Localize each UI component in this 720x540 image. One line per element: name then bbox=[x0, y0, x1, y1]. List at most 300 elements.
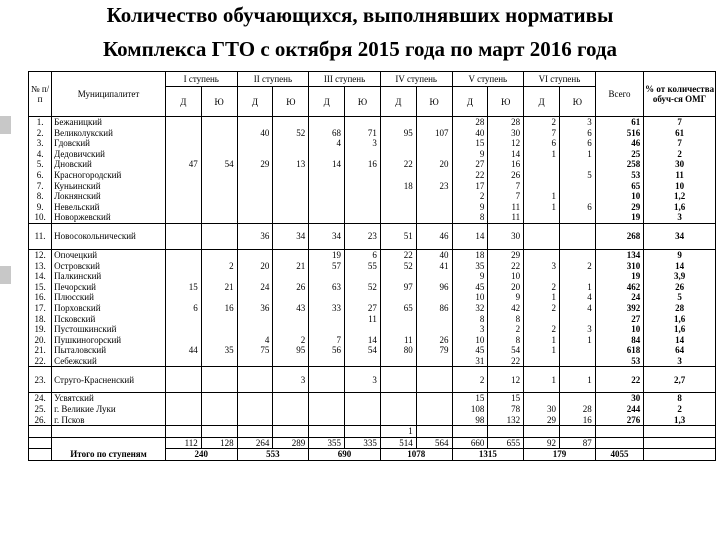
total-cell: 660 bbox=[452, 437, 488, 449]
stage-sum: 1078 bbox=[380, 449, 452, 461]
value-cell: 1 bbox=[587, 281, 592, 292]
value-cell: 1 bbox=[551, 191, 556, 202]
municipality-name: Печорский bbox=[54, 281, 96, 292]
value-column bbox=[165, 117, 201, 224]
municipality-name: Палкинский bbox=[54, 271, 102, 282]
value-cell bbox=[524, 250, 556, 261]
value-cell bbox=[381, 149, 413, 160]
value-column bbox=[416, 117, 452, 224]
value-cell bbox=[273, 271, 305, 282]
value-cell: 46 bbox=[416, 223, 452, 249]
value-cell bbox=[166, 261, 198, 272]
value-cell: 40 bbox=[475, 127, 485, 138]
value-cell: 13 bbox=[296, 159, 306, 170]
value-cell: 33 bbox=[332, 302, 342, 313]
value-cell: 20 bbox=[439, 159, 449, 170]
header-stage: II ступень bbox=[237, 72, 309, 87]
value-cell: 392 bbox=[626, 302, 641, 313]
row-numbers bbox=[29, 117, 52, 224]
header-total: Всего bbox=[595, 72, 643, 117]
value-cell: 97 bbox=[403, 281, 413, 292]
value-cell: 134 bbox=[626, 249, 641, 260]
value-cell bbox=[381, 415, 413, 426]
value-cell: 27 bbox=[631, 313, 641, 324]
value-cell bbox=[595, 437, 643, 449]
value-cell: 30 bbox=[631, 393, 641, 404]
value-cell: 26 bbox=[675, 281, 685, 292]
value-cell bbox=[381, 393, 413, 404]
value-cell: 1,6 bbox=[673, 324, 686, 335]
value-cell bbox=[165, 367, 201, 393]
municipality-name: Бежаницкий bbox=[54, 117, 103, 127]
value-column bbox=[488, 249, 524, 367]
value-cell bbox=[202, 138, 234, 149]
value-cell: 22 bbox=[595, 367, 643, 393]
value-column bbox=[201, 393, 237, 426]
row-number: 25. bbox=[34, 404, 46, 415]
value-cell: 22 bbox=[475, 169, 485, 180]
row-number: 16. bbox=[34, 292, 46, 303]
total-cell: 514 bbox=[380, 437, 416, 449]
value-cell: 11 bbox=[404, 334, 413, 345]
value-cell bbox=[560, 345, 592, 356]
value-cell bbox=[202, 149, 234, 160]
value-cell bbox=[309, 181, 341, 192]
value-cell bbox=[381, 292, 413, 303]
value-cell bbox=[273, 149, 305, 160]
municipality-name: Дедовичский bbox=[54, 148, 105, 159]
value-cell: 64 bbox=[675, 345, 685, 356]
value-cell: 27 bbox=[475, 159, 485, 170]
value-cell bbox=[166, 250, 198, 261]
value-cell: 56 bbox=[332, 345, 342, 356]
value-cell bbox=[560, 250, 592, 261]
value-cell: 35 bbox=[475, 260, 485, 271]
value-cell bbox=[345, 404, 377, 415]
header-stage: IV ступень bbox=[380, 72, 452, 87]
value-cell bbox=[166, 404, 198, 415]
value-cell: 10 bbox=[631, 191, 641, 202]
value-cell: 22 bbox=[403, 249, 413, 260]
value-cell bbox=[417, 170, 449, 181]
value-cell: 7 bbox=[336, 334, 342, 345]
value-cell: 80 bbox=[403, 345, 413, 356]
value-column bbox=[644, 393, 716, 426]
value-cell: 1 bbox=[551, 201, 556, 212]
value-column bbox=[380, 393, 416, 426]
value-cell: 3 bbox=[551, 260, 556, 271]
header-stage: I ступень bbox=[165, 72, 237, 87]
value-cell bbox=[238, 202, 270, 213]
grand-total: 4055 bbox=[595, 449, 643, 461]
value-cell bbox=[201, 223, 237, 249]
row-number bbox=[29, 426, 52, 438]
value-column bbox=[273, 249, 309, 367]
value-cell bbox=[202, 128, 234, 139]
value-cell bbox=[381, 170, 413, 181]
value-cell: 7 bbox=[677, 117, 682, 127]
value-column bbox=[595, 393, 643, 426]
value-column bbox=[488, 117, 524, 224]
value-cell bbox=[238, 393, 270, 404]
value-cell: 35 bbox=[224, 345, 234, 356]
value-cell: 6 bbox=[551, 138, 556, 149]
value-cell: 258 bbox=[626, 159, 641, 170]
value-cell: 19 bbox=[631, 212, 641, 223]
value-cell bbox=[238, 314, 270, 325]
value-cell bbox=[345, 181, 377, 192]
value-cell: 11 bbox=[511, 201, 521, 212]
header-d: Д bbox=[309, 87, 345, 117]
value-cell: 14 bbox=[367, 334, 377, 345]
value-cell: 28 bbox=[675, 302, 685, 313]
value-cell: 3 bbox=[587, 324, 592, 335]
value-cell: 28 bbox=[511, 117, 521, 127]
value-cell bbox=[201, 367, 237, 393]
value-column bbox=[559, 249, 595, 367]
value-cell bbox=[524, 212, 556, 223]
value-cell bbox=[560, 356, 592, 367]
header-d: Д bbox=[165, 87, 201, 117]
value-cell bbox=[644, 437, 716, 449]
value-cell: 34 bbox=[309, 223, 345, 249]
value-cell: 54 bbox=[367, 345, 377, 356]
value-cell: 2 bbox=[229, 260, 234, 271]
value-cell bbox=[273, 426, 309, 438]
value-cell: 30 bbox=[488, 223, 524, 249]
value-cell bbox=[381, 117, 413, 128]
value-cell bbox=[345, 170, 377, 181]
value-cell: 22 bbox=[403, 159, 413, 170]
value-cell bbox=[238, 170, 270, 181]
header-yu: Ю bbox=[201, 87, 237, 117]
total-cell: 128 bbox=[201, 437, 237, 449]
value-cell bbox=[166, 191, 198, 202]
value-cell bbox=[309, 415, 341, 426]
value-cell bbox=[273, 250, 305, 261]
value-cell bbox=[166, 149, 198, 160]
value-cell bbox=[238, 181, 270, 192]
value-cell bbox=[166, 170, 198, 181]
value-cell bbox=[202, 415, 234, 426]
row-number: 22. bbox=[34, 355, 46, 366]
value-cell bbox=[238, 149, 270, 160]
value-cell: 132 bbox=[506, 414, 521, 425]
row-number: 10. bbox=[34, 212, 46, 223]
value-cell bbox=[166, 415, 198, 426]
value-cell: 24 bbox=[260, 281, 270, 292]
value-cell: 3 bbox=[677, 355, 682, 366]
value-column bbox=[201, 117, 237, 224]
value-cell: 95 bbox=[403, 127, 413, 138]
row-number: 5. bbox=[36, 159, 44, 170]
value-column bbox=[165, 249, 201, 367]
value-cell: 6 bbox=[372, 249, 377, 260]
value-cell: 10 bbox=[475, 292, 485, 303]
value-cell: 30 bbox=[546, 404, 556, 415]
value-cell: 34 bbox=[644, 223, 716, 249]
header-yu: Ю bbox=[416, 87, 452, 117]
municipality-names bbox=[52, 117, 166, 224]
value-cell: 15 bbox=[511, 393, 521, 404]
value-cell: 61 bbox=[675, 127, 685, 138]
value-cell: 52 bbox=[367, 281, 377, 292]
value-cell bbox=[166, 202, 198, 213]
row-number: 20. bbox=[34, 334, 46, 345]
value-cell: 9 bbox=[677, 249, 682, 260]
header-stage: VI ступень bbox=[524, 72, 596, 87]
value-cell: 2 bbox=[551, 281, 556, 292]
value-cell bbox=[524, 393, 556, 404]
row-number: 7. bbox=[36, 180, 44, 191]
value-cell: 2 bbox=[551, 302, 556, 313]
municipality-name: Опочецкий bbox=[54, 249, 98, 260]
value-column bbox=[309, 393, 345, 426]
value-cell: 22 bbox=[511, 260, 521, 271]
row-numbers bbox=[29, 393, 52, 426]
value-cell bbox=[273, 404, 305, 415]
value-cell bbox=[238, 117, 270, 128]
value-cell: 84 bbox=[631, 334, 641, 345]
value-cell bbox=[524, 159, 556, 170]
value-cell: 40 bbox=[439, 249, 449, 260]
value-cell bbox=[166, 314, 198, 325]
value-cell: 16 bbox=[367, 159, 377, 170]
value-cell bbox=[273, 393, 305, 404]
value-cell: 3 bbox=[479, 324, 485, 335]
value-cell bbox=[309, 170, 341, 181]
value-cell: 30 bbox=[675, 159, 685, 170]
value-cell bbox=[381, 356, 413, 367]
value-cell: 1 bbox=[551, 345, 556, 356]
municipality-name: Новосокольнический bbox=[52, 223, 166, 249]
value-cell bbox=[345, 324, 377, 335]
value-cell: 29 bbox=[546, 414, 556, 425]
value-cell bbox=[202, 404, 234, 415]
value-cell: 1,6 bbox=[673, 201, 686, 212]
value-column bbox=[201, 249, 237, 367]
value-cell: 7 bbox=[515, 191, 521, 202]
row-number bbox=[29, 437, 52, 449]
value-column bbox=[309, 249, 345, 367]
value-cell: 8 bbox=[515, 334, 521, 345]
value-cell: 17 bbox=[475, 180, 485, 191]
value-column bbox=[644, 117, 716, 224]
municipality-name: г. Псков bbox=[54, 414, 85, 425]
header-yu: Ю bbox=[345, 87, 381, 117]
value-cell: 29 bbox=[511, 249, 521, 260]
value-cell bbox=[417, 117, 449, 128]
total-cell: 355 bbox=[309, 437, 345, 449]
municipality-name: Островский bbox=[54, 260, 100, 271]
value-cell: 16 bbox=[224, 302, 234, 313]
header-stage: V ступень bbox=[452, 72, 524, 87]
value-cell bbox=[238, 356, 270, 367]
municipality-name: Пыталовский bbox=[54, 345, 107, 356]
value-cell: 2 bbox=[677, 404, 682, 415]
row-number: 26. bbox=[34, 414, 46, 425]
value-cell bbox=[202, 117, 234, 128]
value-cell bbox=[345, 191, 377, 202]
value-cell bbox=[309, 426, 345, 438]
header-d: Д bbox=[237, 87, 273, 117]
value-cell bbox=[309, 271, 341, 282]
value-cell bbox=[524, 314, 556, 325]
value-cell bbox=[644, 449, 716, 461]
value-cell: 2 bbox=[300, 334, 306, 345]
value-column bbox=[488, 393, 524, 426]
value-cell: 1,2 bbox=[673, 191, 686, 202]
value-cell: 14 bbox=[511, 148, 521, 159]
row-number: 3. bbox=[36, 138, 44, 149]
value-cell: 108 bbox=[470, 404, 485, 415]
value-cell: 21 bbox=[296, 260, 306, 271]
value-cell bbox=[345, 292, 377, 303]
value-cell: 4 bbox=[587, 292, 592, 303]
value-cell bbox=[273, 415, 305, 426]
municipality-name: Гдовский bbox=[54, 138, 90, 149]
value-cell: 7 bbox=[677, 138, 682, 149]
value-cell bbox=[417, 324, 449, 335]
value-cell bbox=[166, 181, 198, 192]
value-cell: 1 bbox=[551, 148, 556, 159]
value-column bbox=[380, 117, 416, 224]
value-cell: 10 bbox=[475, 334, 485, 345]
value-cell: 8 bbox=[677, 393, 682, 404]
value-cell bbox=[166, 335, 198, 346]
value-cell bbox=[417, 292, 449, 303]
value-cell: 107 bbox=[435, 127, 449, 138]
value-column bbox=[273, 393, 309, 426]
value-cell: 9 bbox=[479, 201, 485, 212]
municipality-name: Себежский bbox=[54, 355, 97, 366]
value-cell bbox=[309, 149, 341, 160]
value-cell bbox=[273, 191, 305, 202]
value-cell bbox=[166, 271, 198, 282]
value-cell: 20 bbox=[511, 281, 521, 292]
value-cell: 462 bbox=[626, 281, 641, 292]
value-cell bbox=[309, 212, 341, 223]
value-cell: 26 bbox=[511, 169, 521, 180]
value-cell: 57 bbox=[332, 260, 342, 271]
total-cell: 112 bbox=[165, 437, 201, 449]
value-cell bbox=[273, 117, 305, 128]
row-number: 11. bbox=[29, 223, 52, 249]
header-yu: Ю bbox=[488, 87, 524, 117]
value-cell: 2 bbox=[587, 260, 592, 271]
value-column bbox=[452, 249, 488, 367]
value-cell: 86 bbox=[439, 302, 449, 313]
value-cell bbox=[417, 404, 449, 415]
value-cell bbox=[345, 202, 377, 213]
value-cell bbox=[273, 324, 305, 335]
value-cell bbox=[417, 314, 449, 325]
value-cell: 53 bbox=[631, 169, 641, 180]
header-d: Д bbox=[524, 87, 560, 117]
value-column bbox=[345, 249, 381, 367]
value-cell: 5 bbox=[677, 292, 682, 303]
value-cell: 8 bbox=[515, 313, 521, 324]
value-cell bbox=[309, 202, 341, 213]
value-cell: 1 bbox=[587, 148, 592, 159]
value-cell: 32 bbox=[475, 302, 485, 313]
value-cell bbox=[273, 314, 305, 325]
value-cell bbox=[381, 404, 413, 415]
municipality-name: Псковский bbox=[54, 313, 96, 324]
value-cell: 55 bbox=[367, 260, 377, 271]
value-cell bbox=[345, 212, 377, 223]
value-cell bbox=[417, 393, 449, 404]
value-cell bbox=[202, 212, 234, 223]
value-cell: 20 bbox=[260, 260, 270, 271]
value-cell bbox=[202, 393, 234, 404]
value-cell: 29 bbox=[260, 159, 270, 170]
value-cell bbox=[524, 271, 556, 282]
value-cell: 14 bbox=[332, 159, 342, 170]
stage-sum: 553 bbox=[237, 449, 309, 461]
value-cell: 43 bbox=[296, 302, 306, 313]
value-cell: 12 bbox=[488, 367, 524, 393]
value-column bbox=[644, 249, 716, 367]
value-cell bbox=[380, 367, 416, 393]
municipality-name: Пушкиногорский bbox=[54, 334, 122, 345]
value-cell: 18 bbox=[475, 249, 485, 260]
value-cell bbox=[166, 393, 198, 404]
value-cell: 6 bbox=[193, 302, 198, 313]
value-cell bbox=[524, 426, 560, 438]
value-cell bbox=[381, 202, 413, 213]
value-cell bbox=[238, 212, 270, 223]
row-number: 15. bbox=[34, 281, 46, 292]
value-cell: 25 bbox=[631, 148, 641, 159]
value-cell bbox=[524, 356, 556, 367]
value-cell: 15 bbox=[188, 281, 198, 292]
municipality-name: Порховский bbox=[54, 302, 101, 313]
total-cell: 335 bbox=[345, 437, 381, 449]
value-cell: 244 bbox=[626, 404, 641, 415]
value-cell: 6 bbox=[587, 201, 592, 212]
row-number: 23. bbox=[29, 367, 52, 393]
value-cell: 26 bbox=[296, 281, 306, 292]
value-cell bbox=[381, 212, 413, 223]
value-cell: 14 bbox=[675, 260, 685, 271]
value-cell bbox=[202, 335, 234, 346]
gto-table bbox=[28, 71, 716, 461]
row-number: 8. bbox=[36, 191, 44, 202]
title-line-2: Комплекса ГТО с октября 2015 года по март 2016 года bbox=[102, 37, 618, 61]
value-cell: 1 bbox=[559, 367, 595, 393]
municipality-name: Струго-Красненский bbox=[52, 367, 166, 393]
value-cell bbox=[416, 426, 452, 438]
value-cell bbox=[166, 128, 198, 139]
value-cell: 44 bbox=[188, 345, 198, 356]
row-number: 6. bbox=[36, 169, 44, 180]
value-cell bbox=[560, 393, 592, 404]
value-column bbox=[559, 117, 595, 224]
value-cell: 5 bbox=[587, 169, 592, 180]
slide-left-bar bbox=[0, 266, 11, 284]
value-cell: 28 bbox=[475, 117, 485, 127]
value-cell: 6 bbox=[587, 127, 592, 138]
value-cell: 11 bbox=[675, 169, 684, 180]
value-cell: 65 bbox=[631, 180, 641, 191]
value-cell: 9 bbox=[479, 148, 485, 159]
value-cell bbox=[238, 404, 270, 415]
value-cell bbox=[238, 415, 270, 426]
row-number: 13. bbox=[34, 260, 46, 271]
value-cell bbox=[381, 314, 413, 325]
value-cell: 2 bbox=[452, 367, 488, 393]
